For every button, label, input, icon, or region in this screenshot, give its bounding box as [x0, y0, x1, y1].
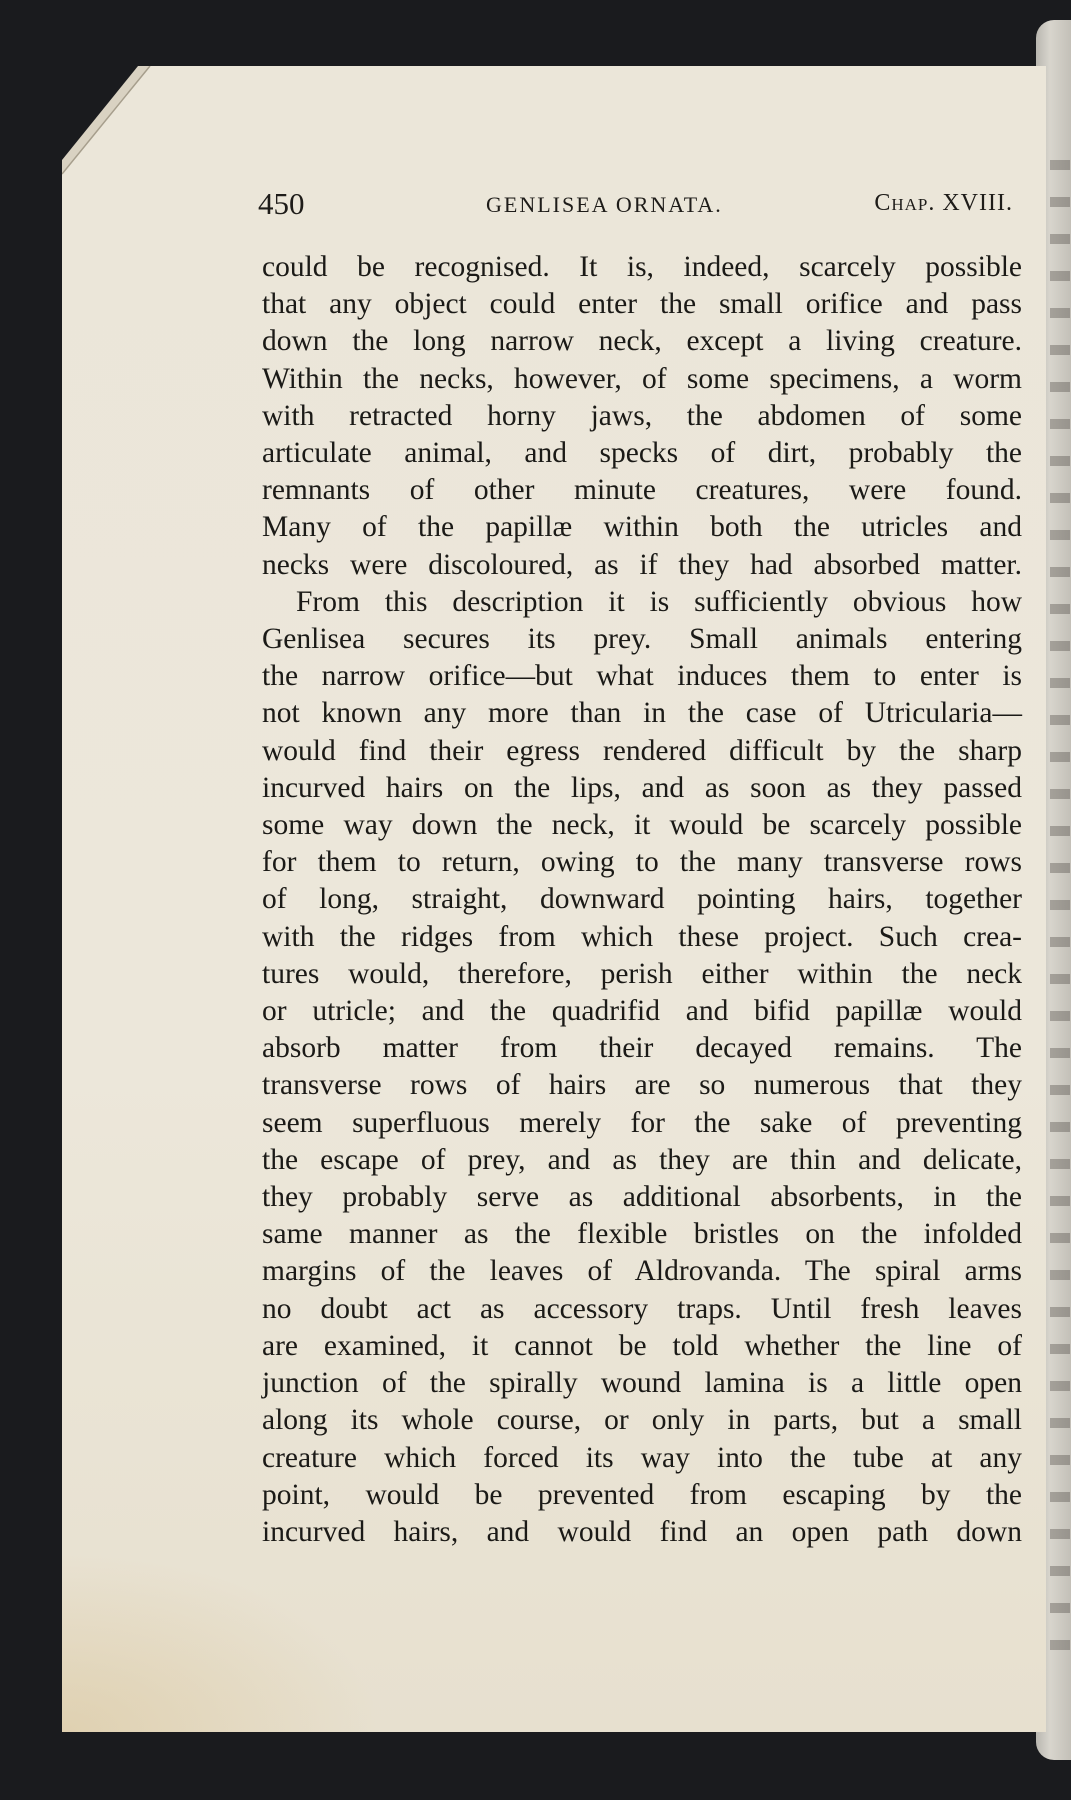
running-header: [258, 186, 1013, 226]
text-line: along its whole course, or only in parts, but a small: [262, 1404, 1022, 1437]
text-line: or utricle; and the quadrifid and bifid papillæ would: [262, 995, 1022, 1028]
text-line: creature which forced its way into the tube at any: [262, 1441, 1022, 1474]
chapter-label: Chap. XVIII.: [874, 190, 1013, 216]
text-line: tures would, therefore, perish either within the neck: [262, 957, 1022, 990]
text-line: articulate animal, and specks of dirt, probably the: [262, 437, 1022, 470]
show-through-text: [1050, 160, 1070, 1660]
text-line: not known any more than in the case of Utricularia—: [262, 697, 1022, 730]
text-line: junction of the spirally wound lamina is a little open: [262, 1367, 1022, 1400]
text-line: would find their egress rendered difficult by the sharp: [262, 734, 1022, 767]
text-line: down the long narrow neck, except a living creature.: [262, 325, 1022, 358]
text-line: remnants of other minute creatures, were found.: [262, 474, 1022, 507]
text-line: margins of the leaves of Aldrovanda. The spiral arms: [262, 1255, 1022, 1288]
text-line: some way down the neck, it would be scarcely possible: [262, 809, 1022, 842]
text-line: Within the necks, however, of some specimens, a worm: [262, 362, 1022, 395]
text-line: are examined, it cannot be told whether the line of: [262, 1329, 1022, 1362]
text-line: could be recognised. It is, indeed, scarcely possible: [262, 251, 1022, 283]
text-line: they probably serve as additional absorbents, in the: [262, 1181, 1022, 1214]
text-line: with the ridges from which these project. Such crea-: [262, 920, 1022, 953]
running-title: GENLISEA ORNATA.: [486, 192, 723, 217]
text-line: transverse rows of hairs are so numerous that they: [262, 1069, 1022, 1102]
text-line: for them to return, owing to the many transverse rows: [262, 846, 1022, 879]
text-line: Genlisea secures its prey. Small animals entering: [262, 623, 1022, 656]
text-line: with retracted horny jaws, the abdomen of some: [262, 399, 1022, 432]
text-line: no doubt act as accessory traps. Until fresh leaves: [262, 1292, 1022, 1325]
text-line: that any object could enter the small orifice and pass: [262, 288, 1022, 321]
page-number: 450: [258, 186, 305, 221]
text-line: incurved hairs, and would find an open path down: [262, 1515, 1022, 1548]
text-line: Many of the papillæ within both the utricles and: [262, 511, 1022, 544]
text-line: seem superfluous merely for the sake of preventing: [262, 1106, 1022, 1139]
text-line: of long, straight, downward pointing hairs, together: [262, 883, 1022, 916]
paragraph-start-line: From this description it is sufficiently obvious how: [296, 585, 1022, 618]
text-line: absorb matter from their decayed remains. The: [262, 1032, 1022, 1065]
text-line: the escape of prey, and as they are thin and delicate,: [262, 1143, 1022, 1176]
text-line: necks were discoloured, as if they had absorbed matter.: [262, 548, 1022, 581]
body-text: [262, 249, 1022, 1551]
text-line: the narrow orifice—but what induces them to enter is: [262, 660, 1022, 693]
text-line: point, would be prevented from escaping by the: [262, 1478, 1022, 1511]
text-line: incurved hairs on the lips, and as soon as they passed: [262, 771, 1022, 804]
text-line: same manner as the flexible bristles on the infolded: [262, 1218, 1022, 1251]
folded-corner: [62, 66, 162, 186]
